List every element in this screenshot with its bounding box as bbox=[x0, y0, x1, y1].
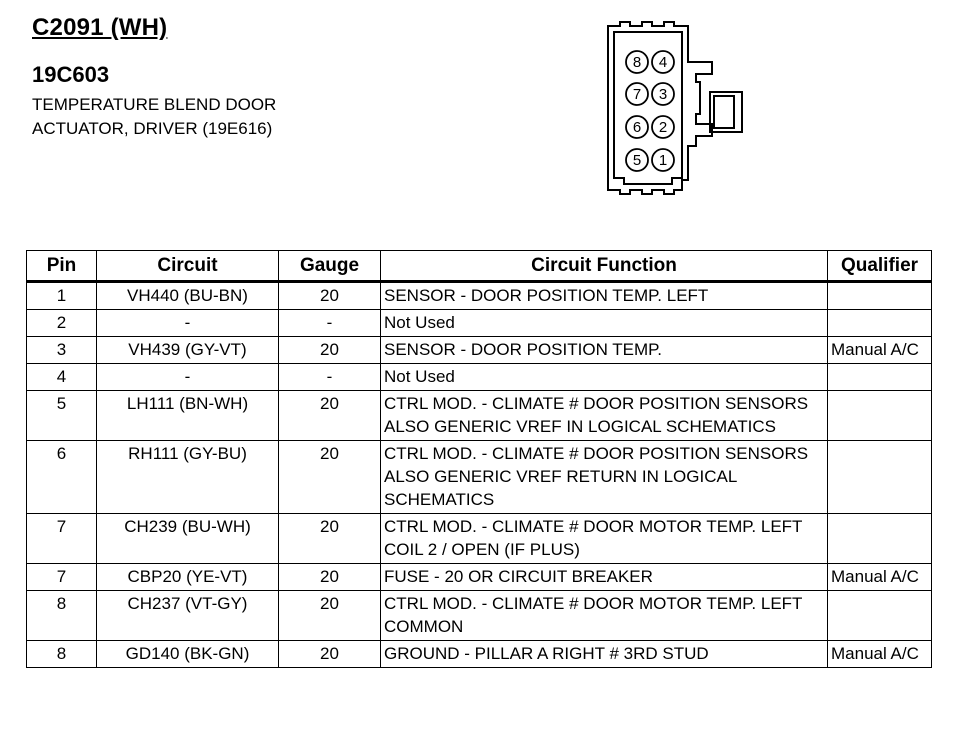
component-id: 19C603 bbox=[32, 62, 110, 87]
gauge-cell: 20 bbox=[279, 564, 381, 591]
circuit-cell: CBP20 (YE-VT) bbox=[97, 564, 279, 591]
qualifier-cell bbox=[828, 310, 932, 337]
header-circuit: Circuit bbox=[97, 251, 279, 282]
header-circuit-function: Circuit Function bbox=[381, 251, 828, 282]
function-cell: CTRL MOD. - CLIMATE # DOOR MOTOR TEMP. LEFT COIL 2 / OPEN (IF PLUS) bbox=[381, 514, 828, 564]
pin-label-3: 3 bbox=[658, 86, 668, 103]
table-row bbox=[27, 514, 932, 564]
pin-cell: 3 bbox=[27, 337, 97, 364]
pin-cell: 5 bbox=[27, 391, 97, 441]
pin-cell: 2 bbox=[27, 310, 97, 337]
function-cell: GROUND - PILLAR A RIGHT # 3RD STUD bbox=[381, 641, 828, 668]
function-cell: CTRL MOD. - CLIMATE # DOOR MOTOR TEMP. LEFT COMMON bbox=[381, 591, 828, 641]
table-row bbox=[27, 364, 932, 391]
function-cell: CTRL MOD. - CLIMATE # DOOR POSITION SENSORS ALSO GENERIC VREF IN LOGICAL SCHEMATICS bbox=[381, 391, 828, 441]
table-row bbox=[27, 282, 932, 310]
qualifier-cell: Manual A/C bbox=[828, 337, 932, 364]
header-gauge: Gauge bbox=[279, 251, 381, 282]
table-row bbox=[27, 641, 932, 668]
gauge-cell: 20 bbox=[279, 514, 381, 564]
pin-label-5: 5 bbox=[632, 152, 642, 169]
pin-circles bbox=[626, 51, 674, 171]
pin-cell: 7 bbox=[27, 564, 97, 591]
function-cell: SENSOR - DOOR POSITION TEMP. LEFT bbox=[381, 282, 828, 310]
connector-face-diagram bbox=[600, 18, 760, 203]
qualifier-cell: Manual A/C bbox=[828, 641, 932, 668]
circuit-cell: - bbox=[97, 364, 279, 391]
pin-label-2: 2 bbox=[658, 119, 668, 136]
pin-label-7: 7 bbox=[632, 86, 642, 103]
function-cell: Not Used bbox=[381, 364, 828, 391]
table-row bbox=[27, 391, 932, 441]
connector-id-title: C2091 (WH) bbox=[32, 14, 168, 41]
table-row bbox=[27, 564, 932, 591]
table-row bbox=[27, 310, 932, 337]
header-pin: Pin bbox=[27, 251, 97, 282]
pin-cell: 8 bbox=[27, 591, 97, 641]
qualifier-cell: Manual A/C bbox=[828, 564, 932, 591]
qualifier-cell bbox=[828, 282, 932, 310]
circuit-cell: CH237 (VT-GY) bbox=[97, 591, 279, 641]
circuit-cell: RH111 (GY-BU) bbox=[97, 441, 279, 514]
table-row bbox=[27, 337, 932, 364]
circuit-cell: GD140 (BK-GN) bbox=[97, 641, 279, 668]
function-cell: SENSOR - DOOR POSITION TEMP. bbox=[381, 337, 828, 364]
component-description-line2: ACTUATOR, DRIVER (19E616) bbox=[32, 119, 273, 138]
circuit-cell: LH111 (BN-WH) bbox=[97, 391, 279, 441]
pin-cell: 4 bbox=[27, 364, 97, 391]
pin-cell: 1 bbox=[27, 282, 97, 310]
qualifier-cell bbox=[828, 591, 932, 641]
gauge-cell: 20 bbox=[279, 391, 381, 441]
qualifier-cell bbox=[828, 391, 932, 441]
pin-label-4: 4 bbox=[658, 54, 668, 71]
pin-label-1: 1 bbox=[658, 152, 668, 169]
component-description-line1: TEMPERATURE BLEND DOOR bbox=[32, 95, 277, 114]
table-header-row bbox=[27, 251, 932, 282]
function-cell: FUSE - 20 OR CIRCUIT BREAKER bbox=[381, 564, 828, 591]
qualifier-cell bbox=[828, 441, 932, 514]
circuit-cell: - bbox=[97, 310, 279, 337]
gauge-cell: 20 bbox=[279, 337, 381, 364]
function-cell: Not Used bbox=[381, 310, 828, 337]
gauge-cell: 20 bbox=[279, 641, 381, 668]
table-row bbox=[27, 591, 932, 641]
connector-latch-inner bbox=[714, 96, 734, 128]
gauge-cell: - bbox=[279, 364, 381, 391]
circuit-cell: VH440 (BU-BN) bbox=[97, 282, 279, 310]
pin-cell: 6 bbox=[27, 441, 97, 514]
qualifier-cell bbox=[828, 364, 932, 391]
pinout-table bbox=[26, 250, 932, 668]
pin-cell: 8 bbox=[27, 641, 97, 668]
circuit-cell: CH239 (BU-WH) bbox=[97, 514, 279, 564]
table-row bbox=[27, 441, 932, 514]
gauge-cell: 20 bbox=[279, 282, 381, 310]
qualifier-cell bbox=[828, 514, 932, 564]
gauge-cell: 20 bbox=[279, 591, 381, 641]
pin-label-8: 8 bbox=[632, 54, 642, 71]
circuit-cell: VH439 (GY-VT) bbox=[97, 337, 279, 364]
header-qualifier: Qualifier bbox=[828, 251, 932, 282]
function-cell: CTRL MOD. - CLIMATE # DOOR POSITION SENSORS ALSO GENERIC VREF RETURN IN LOGICAL SCHEMATICS bbox=[381, 441, 828, 514]
gauge-cell: 20 bbox=[279, 441, 381, 514]
pin-cell: 7 bbox=[27, 514, 97, 564]
gauge-cell: - bbox=[279, 310, 381, 337]
pin-label-6: 6 bbox=[632, 119, 642, 136]
